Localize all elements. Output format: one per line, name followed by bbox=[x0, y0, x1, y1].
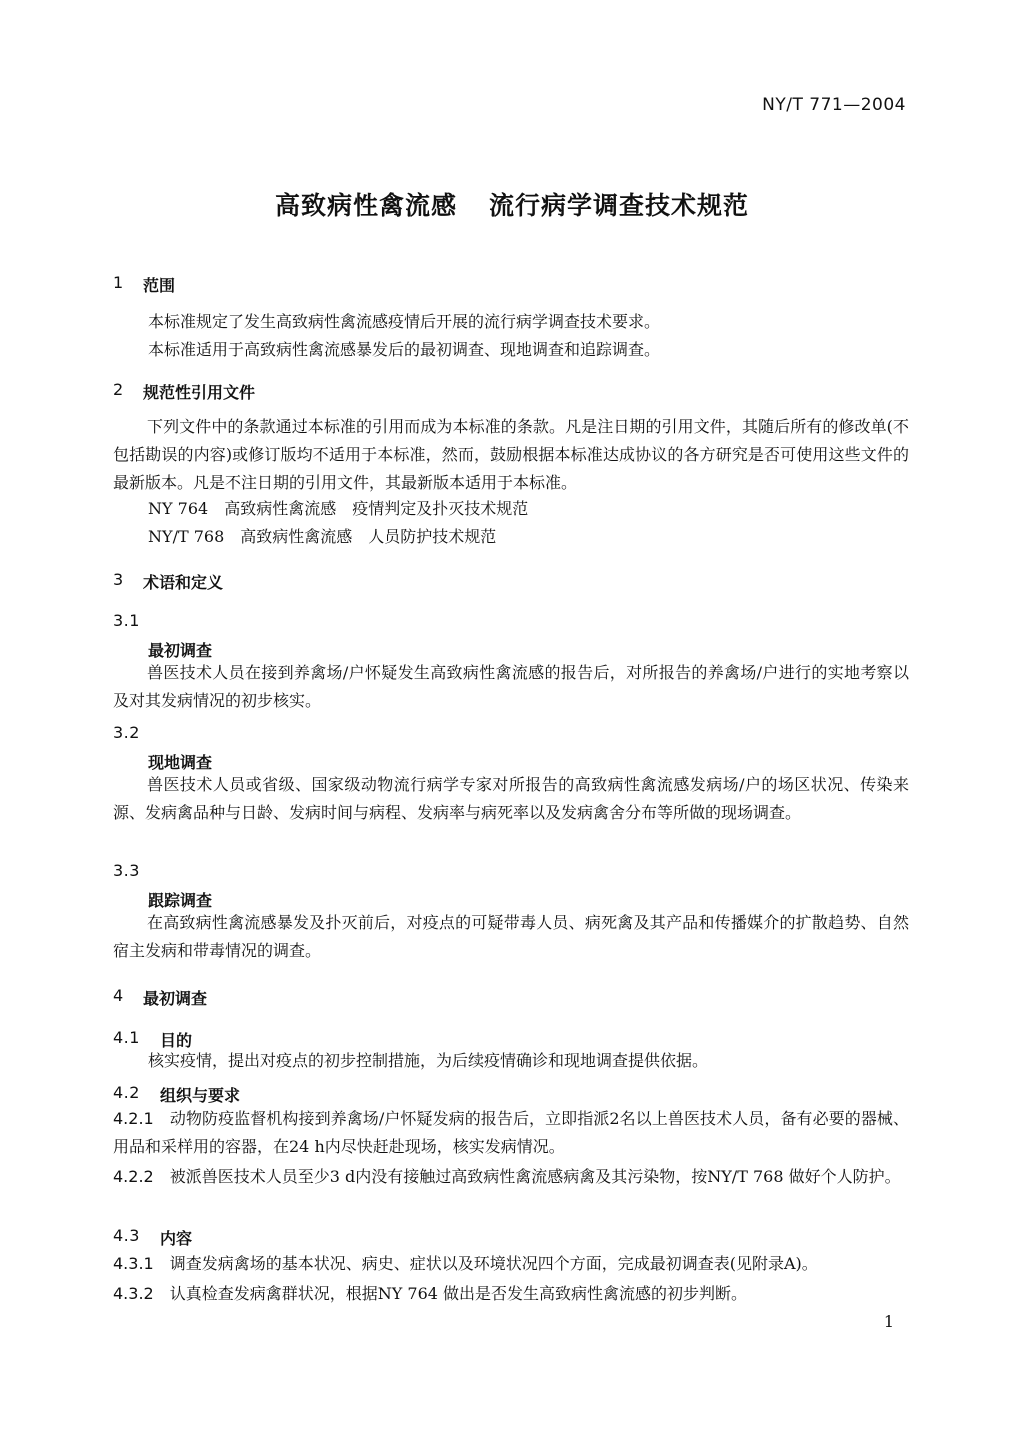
section-1-number: 1 bbox=[113, 273, 124, 292]
section-4-2-number: 4.2 bbox=[113, 1083, 140, 1102]
title-part-1: 高致病性禽流感 bbox=[274, 191, 457, 220]
term-3-2-title: 现地调查 bbox=[148, 753, 213, 772]
title-part-2: 流行病学调查技术规范 bbox=[489, 191, 750, 220]
section-4-2-1: 4.2.1 动物防疫监督机构接到养禽场/户怀疑发病的报告后，立即指派2名以上兽医技术人员，备有必要的器械、用品和采样用的容器，在24 h内尽快赶赴现场，核实发病情况。 bbox=[113, 1109, 909, 1156]
section-3-number: 3 bbox=[113, 570, 124, 589]
section-4-3-heading: 内容 bbox=[160, 1229, 193, 1248]
term-3-3-title: 跟踪调查 bbox=[148, 891, 213, 910]
section-3-heading: 术语和定义 bbox=[143, 573, 224, 592]
section-1-para-1: 本标准规定了发生高致病性禽流感疫情后开展的流行病学调查技术要求。 bbox=[148, 312, 661, 331]
section-2-paragraph: 下列文件中的条款通过本标准的引用而成为本标准的条款。凡是注日期的引用文件，其随后所有的修改单(不包括勘误的内容)或修订版均不适用于本标准，然而，鼓励根据本标准达成协议的各方研究是否可使用这些文件的最新版本。凡是不注日期的引用文件，其最新版本适用于本标准。 bbox=[113, 417, 909, 492]
section-4-heading: 最初调查 bbox=[143, 989, 208, 1008]
term-3-1-definition: 兽医技术人员在接到养禽场/户怀疑发生高致病性禽流感的报告后，对所报告的养禽场/户进行的实地考察以及对其发病情况的初步核实。 bbox=[113, 663, 909, 710]
section-4-2-2: 4.2.2 被派兽医技术人员至少3 d内没有接触过高致病性禽流感病禽及其污染物，按NY/T 768 做好个人防护。 bbox=[113, 1167, 901, 1186]
document-title bbox=[0, 186, 1024, 222]
section-4-3-2: 4.3.2 认真检查发病禽群状况，根据NY 764 做出是否发生高致病性禽流感的初步判断。 bbox=[113, 1284, 748, 1303]
section-1-para-2: 本标准适用于高致病性禽流感暴发后的最初调查、现地调查和追踪调查。 bbox=[148, 340, 661, 359]
section-4-2-heading: 组织与要求 bbox=[160, 1086, 241, 1105]
standard-number: NY/T 771—2004 bbox=[762, 95, 906, 115]
section-4-1-text: 核实疫情，提出对疫点的初步控制措施，为后续疫情确诊和现地调查提供依据。 bbox=[148, 1051, 709, 1070]
term-3-2-definition: 兽医技术人员或省级、国家级动物流行病学专家对所报告的高致病性禽流感发病场/户的场区状况、传染来源、发病禽品种与日龄、发病时间与病程、发病率与病死率以及发病禽舍分布等所做的现场调查。 bbox=[113, 775, 909, 822]
term-3-3-number: 3.3 bbox=[113, 861, 140, 880]
reference-1: NY 764 高致病性禽流感 疫情判定及扑灭技术规范 bbox=[148, 499, 529, 518]
section-2-heading: 规范性引用文件 bbox=[143, 383, 256, 402]
term-3-1-number: 3.1 bbox=[113, 611, 140, 630]
section-4-1-heading: 目的 bbox=[160, 1031, 193, 1050]
section-4-3-number: 4.3 bbox=[113, 1226, 140, 1245]
section-2-number: 2 bbox=[113, 380, 124, 399]
term-3-1-title: 最初调查 bbox=[148, 641, 213, 660]
section-1-heading: 范围 bbox=[143, 276, 176, 295]
section-4-3-1: 4.3.1 调查发病禽场的基本状况、病史、症状以及环境状况四个方面，完成最初调查表(见附录A)。 bbox=[113, 1254, 818, 1273]
term-3-3-definition: 在高致病性禽流感暴发及扑灭前后，对疫点的可疑带毒人员、病死禽及其产品和传播媒介的扩散趋势、自然宿主发病和带毒情况的调查。 bbox=[113, 913, 909, 960]
reference-2: NY/T 768 高致病性禽流感 人员防护技术规范 bbox=[148, 527, 497, 546]
section-4-number: 4 bbox=[113, 986, 124, 1005]
page-number: 1 bbox=[883, 1312, 894, 1331]
term-3-2-number: 3.2 bbox=[113, 723, 140, 742]
section-4-1-number: 4.1 bbox=[113, 1028, 140, 1047]
